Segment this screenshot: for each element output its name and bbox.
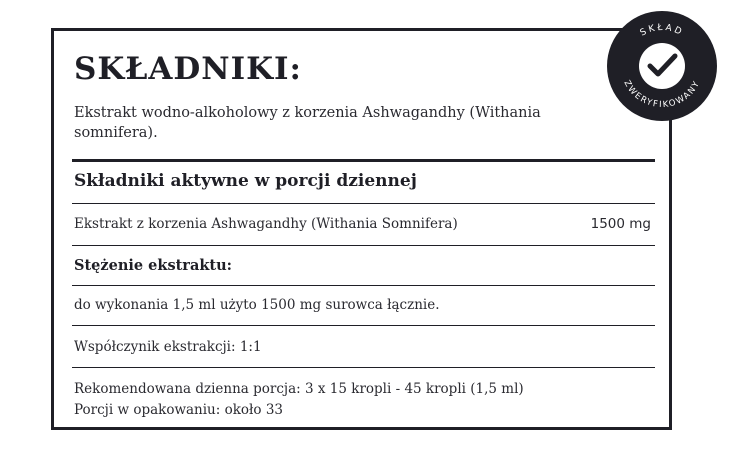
verified-badge [606,10,718,122]
servings-per-pack: Porcji w opakowaniu: około 33 [74,402,284,418]
divider [72,367,655,368]
badge-inner-circle [639,43,685,89]
divider [72,325,655,326]
ingredients-intro: Ekstrakt wodno-alkoholowy z korzenia Ashwagandhy (Withania somnifera). [74,105,541,141]
recommended-serving: Rekomendowana dzienna porcja: 3 x 15 kropli - 45 kropli (1,5 ml) [74,381,524,397]
divider [72,159,655,162]
active-ingredient-name: Ekstrakt z korzenia Ashwagandhy (Withania Somnifera) [74,216,458,232]
active-ingredient-row [74,216,651,232]
badge-top-text: SKŁAD [638,22,686,39]
extraction-ratio: Współczynik ekstrakcji: 1:1 [74,339,262,355]
ingredients-title: SKŁADNIKI: [74,51,302,87]
divider [72,245,655,246]
ingredients-panel [51,28,672,430]
active-ingredients-heading: Składniki aktywne w porcji dziennej [74,171,417,191]
divider [72,203,655,204]
divider [72,285,655,286]
concentration-heading: Stężenie ekstraktu: [74,257,232,274]
badge-bottom-text: ZWERYFIKOWANY [621,78,703,111]
active-ingredient-amount: 1500 mg [590,216,651,232]
concentration-text: do wykonania 1,5 ml użyto 1500 mg surowca łącznie. [74,297,440,313]
